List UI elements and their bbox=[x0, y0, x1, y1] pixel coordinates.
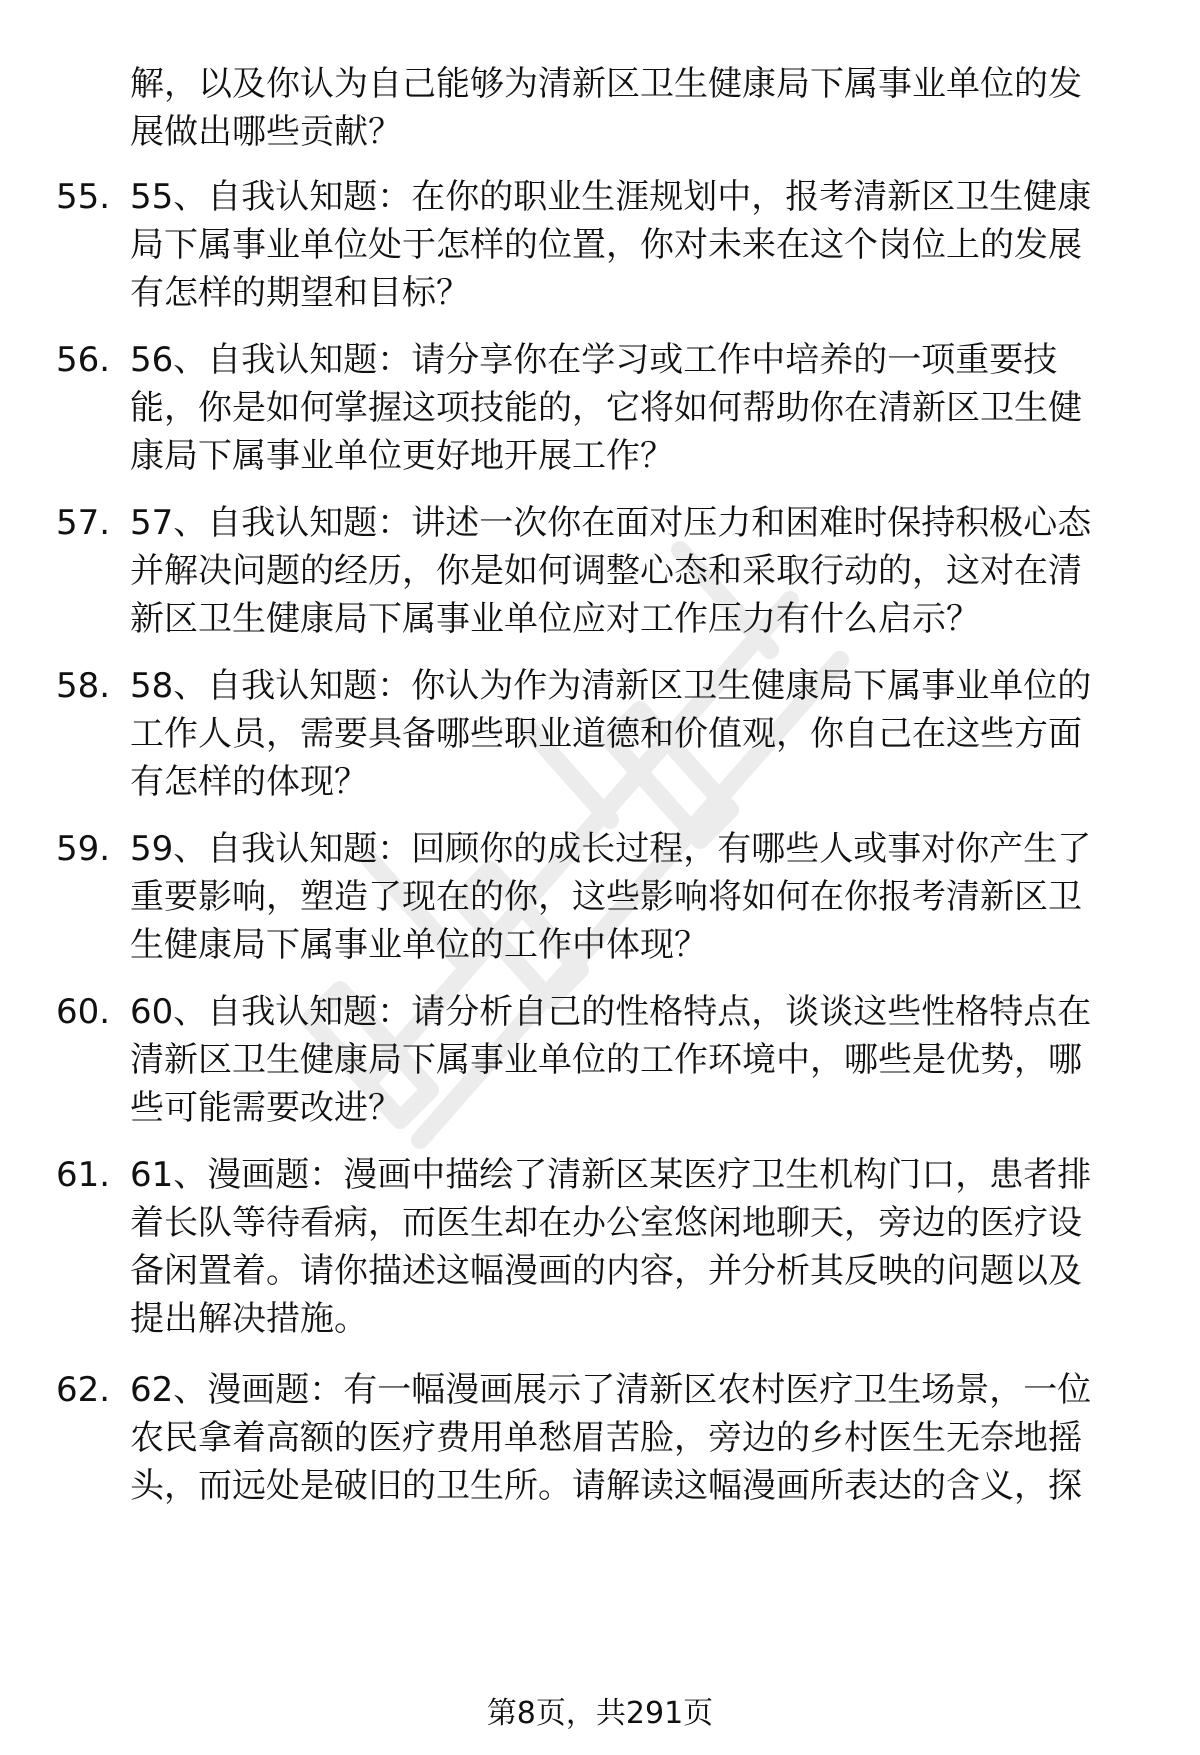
question-number: 61. bbox=[56, 1155, 111, 1195]
question-number: 59. bbox=[56, 829, 111, 869]
question-text bbox=[130, 825, 1150, 969]
question-line: 59、自我认知题：回顾你的成长过程，有哪些人或事对你产生了 bbox=[130, 829, 1092, 869]
lead-line-2: 展做出哪些贡献？ bbox=[130, 112, 402, 152]
question-number: 62. bbox=[56, 1370, 111, 1410]
question-line: 生健康局下属事业单位的工作中体现？ bbox=[130, 925, 708, 965]
question-number: 56. bbox=[56, 340, 111, 380]
question-line: 清新区卫生健康局下属事业单位的工作环境中，哪些是优势，哪 bbox=[130, 1040, 1082, 1080]
question-line: 工作人员，需要具备哪些职业道德和价值观，你自己在这些方面 bbox=[130, 714, 1082, 754]
continued-question-text bbox=[130, 60, 1150, 156]
question-line: 新区卫生健康局下属事业单位应对工作压力有什么启示？ bbox=[130, 599, 980, 639]
question-line: 有怎样的期望和目标？ bbox=[130, 273, 470, 313]
question-line: 61、漫画题：漫画中描绘了清新区某医疗卫生机构门口，患者排 bbox=[130, 1155, 1092, 1195]
question-line: 57、自我认知题：讲述一次你在面对压力和困难时保持积极心态 bbox=[130, 503, 1092, 543]
lead-line-1: 解，以及你认为自己能够为清新区卫生健康局下属事业单位的发 bbox=[130, 64, 1082, 104]
question-line: 康局下属事业单位更好地开展工作？ bbox=[130, 436, 674, 476]
question-line: 些可能需要改进？ bbox=[130, 1088, 402, 1128]
question-line: 局下属事业单位处于怎样的位置，你对未来在这个岗位上的发展 bbox=[130, 225, 1082, 265]
question-line: 60、自我认知题：请分析自己的性格特点，谈谈这些性格特点在 bbox=[130, 992, 1092, 1032]
question-text bbox=[130, 1366, 1150, 1510]
question-line: 62、漫画题：有一幅漫画展示了清新区农村医疗卫生场景，一位 bbox=[130, 1370, 1092, 1410]
question-line: 着长队等待看病，而医生却在办公室悠闲地聊天，旁边的医疗设 bbox=[130, 1203, 1082, 1243]
question-line: 备闲置着。请你描述这幅漫画的内容，并分析其反映的问题以及 bbox=[130, 1251, 1082, 1291]
question-text bbox=[130, 336, 1150, 480]
question-line: 58、自我认知题：你认为作为清新区卫生健康局下属事业单位的 bbox=[130, 666, 1092, 706]
question-number: 60. bbox=[56, 992, 111, 1032]
question-number: 55. bbox=[56, 177, 111, 217]
question-line: 有怎样的体现？ bbox=[130, 762, 368, 802]
question-text bbox=[130, 499, 1150, 643]
question-line: 提出解决措施。 bbox=[130, 1299, 368, 1339]
question-line: 能，你是如何掌握这项技能的，它将如何帮助你在清新区卫生健 bbox=[130, 388, 1082, 428]
question-number: 58. bbox=[56, 666, 111, 706]
question-line: 并解决问题的经历，你是如何调整心态和采取行动的，这对在清 bbox=[130, 551, 1082, 591]
question-line: 重要影响，塑造了现在的你，这些影响将如何在你报考清新区卫 bbox=[130, 877, 1082, 917]
question-line: 56、自我认知题：请分享你在学习或工作中培养的一项重要技 bbox=[130, 340, 1058, 380]
page-footer bbox=[0, 1694, 1200, 1734]
question-text bbox=[130, 662, 1150, 806]
question-line: 农民拿着高额的医疗费用单愁眉苦脸，旁边的乡村医生无奈地摇 bbox=[130, 1418, 1082, 1458]
question-number: 57. bbox=[56, 503, 111, 543]
question-line: 55、自我认知题：在你的职业生涯规划中，报考清新区卫生健康 bbox=[130, 177, 1092, 217]
question-text bbox=[130, 173, 1150, 317]
page-number-label: 第8页，共291页 bbox=[486, 1696, 714, 1731]
question-text bbox=[130, 1151, 1150, 1343]
question-line: 头，而远处是破旧的卫生所。请解读这幅漫画所表达的含义，探 bbox=[130, 1466, 1082, 1506]
question-text bbox=[130, 988, 1150, 1132]
